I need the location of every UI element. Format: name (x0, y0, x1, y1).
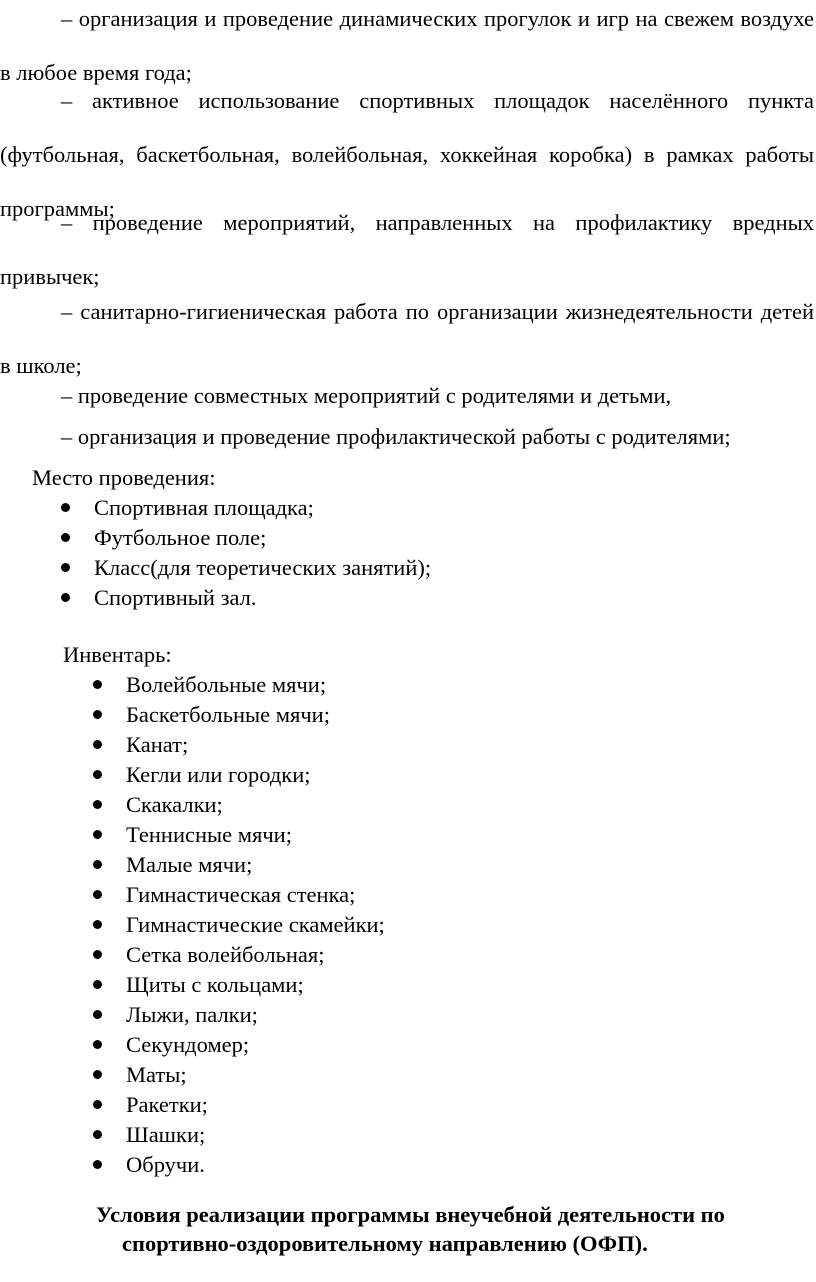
inventory-label: Инвентарь: (63, 642, 172, 667)
bullet-icon (93, 770, 102, 779)
bullet-icon (93, 950, 102, 959)
activity-item: – активное использование спортивных площадок населённого пункта (футбольная, баскетбольная, волейбольная, хоккейная коробка) в рамках работы программы; (0, 88, 814, 221)
bullet-icon (93, 680, 102, 689)
document-page: – организация и проведение динамических прогулок и игр на свежем воздухе в любое время года; – активное использование спортивных площадок населённого пункта (футбольная, баскетбольная, волейбольная, хоккейная коробка) в рамках работы программы; – проведение мероприятий, направленных на профилактику вредных привычек; – санитарно-гигиеническая работа по организации жизнедеятельности детей в школе; – проведение совместных мероприятий с родителями и детьми, – организация и проведение профилактической работы с родителями; Место проведения: Спортивная площадка; Футбольное поле; Класс(для теоретических занятий); Спортивный зал. Инвентарь: Волейбольные мячи; Баскетбольные мячи; Канат; Кегли или городки; Скакалки; Теннисные мячи; Малые мячи; Гимнастическая стенка; Гимнастические скамейки; Сетка волейбольная; Щиты с кольцами; Лыжи, палки; Секундомер; Маты; Ракетки; Шашки; Обручи. Условия реализации программы внеучебной деятельности по спортивно-оздоровительному направлению (ОФП). (0, 0, 816, 1282)
bullet-icon (93, 1100, 102, 1109)
bullet-icon (61, 593, 70, 602)
bullet-icon (93, 920, 102, 929)
bullet-icon (93, 1160, 102, 1169)
bullet-icon (61, 563, 70, 572)
bullet-icon (93, 1010, 102, 1019)
bullet-icon (93, 740, 102, 749)
bullet-icon (93, 890, 102, 899)
activity-item: – организация и проведение динамических прогулок и игр на свежем воздухе в любое время года; (0, 6, 814, 85)
bullet-icon (93, 980, 102, 989)
activity-item: – санитарно-гигиеническая работа по организации жизнедеятельности детей в школе; (0, 299, 814, 378)
bullet-icon (93, 830, 102, 839)
venue-label: Место проведения: (32, 465, 216, 490)
bullet-icon (93, 1040, 102, 1049)
bullet-icon (61, 503, 70, 512)
activity-item: – проведение совместных мероприятий с родителями и детьми, (61, 383, 672, 408)
bullet-icon (93, 860, 102, 869)
activity-item: – организация и проведение профилактической работы с родителями; (61, 424, 731, 449)
section-heading-line-2: спортивно-оздоровительному направлению (ОФП). (122, 1231, 648, 1256)
section-heading-line-1: Условия реализации программы внеучебной деятельности по (96, 1202, 725, 1227)
bullet-icon (93, 1070, 102, 1079)
bullet-icon (93, 710, 102, 719)
bullet-icon (93, 800, 102, 809)
activity-item: – проведение мероприятий, направленных на профилактику вредных привычек; (0, 210, 814, 289)
bullet-icon (93, 1130, 102, 1139)
bullet-icon (61, 533, 70, 542)
